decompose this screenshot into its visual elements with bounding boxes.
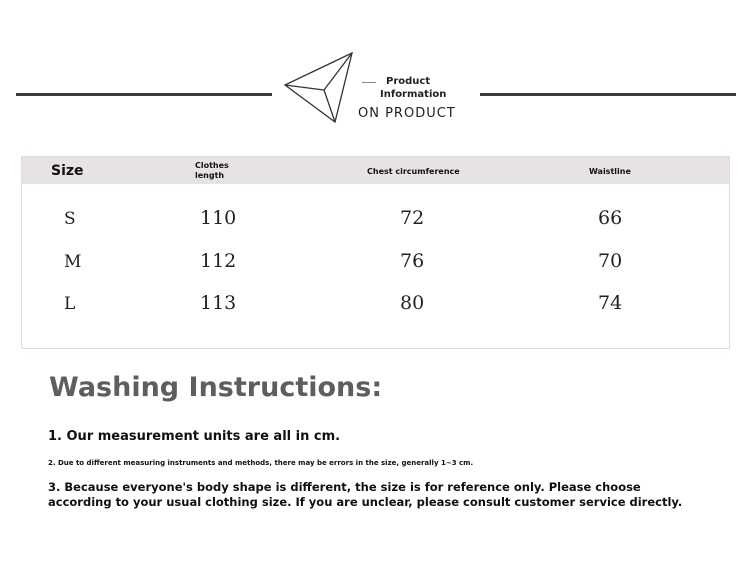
header-on-product-label: ON PRODUCT — [358, 106, 456, 121]
size-table — [21, 156, 730, 349]
washing-note-2: 2. Due to different measuring instruments and methods, there may be errors in the size, generally 1~3 cm. — [48, 459, 474, 467]
header-chest: Chest circumference — [367, 167, 460, 176]
table-row — [22, 207, 729, 247]
header-clothes-length — [195, 161, 255, 181]
cell-size: S — [64, 209, 76, 229]
washing-instructions-title: Washing Instructions: — [49, 372, 383, 403]
cell-chest: 80 — [400, 292, 425, 314]
header-dash — [362, 82, 376, 83]
cell-size: L — [64, 294, 76, 314]
header-product-label: Product — [386, 76, 431, 87]
divider-right — [480, 93, 736, 96]
cell-chest: 72 — [400, 207, 425, 229]
table-row — [22, 250, 729, 290]
divider-left — [16, 93, 272, 96]
triangle-logo-icon — [280, 50, 360, 130]
washing-note-1: 1. Our measurement units are all in cm. — [48, 429, 341, 444]
cell-waist: 66 — [598, 207, 623, 229]
header-clothes-length-line2: length — [195, 171, 225, 180]
cell-waist: 74 — [598, 292, 623, 314]
header-size: Size — [51, 163, 84, 179]
header-waistline: Waistline — [589, 167, 631, 176]
cell-size: M — [64, 252, 82, 272]
table-header-row — [22, 157, 729, 184]
header-clothes-length-line1: Clothes — [195, 161, 229, 170]
washing-note-3: 3. Because everyone's body shape is different, the size is for reference only. Please choose according to your usual clothing size. If you are unclear, please consult customer service directly. — [48, 480, 683, 509]
table-row — [22, 292, 729, 332]
cell-length: 113 — [200, 292, 237, 314]
cell-chest: 76 — [400, 250, 425, 272]
cell-length: 112 — [200, 250, 237, 272]
header-information-label: Information — [380, 89, 447, 100]
cell-length: 110 — [200, 207, 237, 229]
cell-waist: 70 — [598, 250, 623, 272]
